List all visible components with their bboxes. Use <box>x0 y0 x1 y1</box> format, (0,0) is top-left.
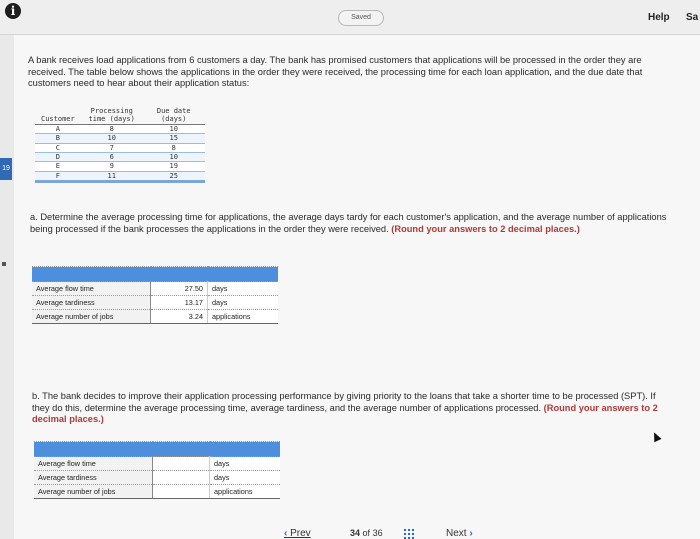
cell-due: 15 <box>143 134 205 143</box>
average-jobs-input-b[interactable] <box>153 485 210 499</box>
answer-unit: applications <box>208 310 279 324</box>
answer-label: Average flow time <box>34 457 153 471</box>
cell-processing: 11 <box>81 171 143 181</box>
part-a-instruction: (Round your answers to 2 decimal places.) <box>391 223 580 234</box>
answer-label: Average tardiness <box>32 296 151 310</box>
cell-customer: C <box>35 143 81 152</box>
save-exit-button[interactable]: Sa <box>686 12 699 23</box>
applications-table <box>35 107 205 183</box>
answer-unit: days <box>210 457 281 471</box>
answer-unit: days <box>210 471 281 485</box>
table-row <box>35 124 205 133</box>
answer-row <box>34 471 280 485</box>
cell-due: 10 <box>143 124 205 133</box>
cell-processing: 10 <box>81 134 143 143</box>
top-bar <box>0 0 700 35</box>
cell-customer: A <box>35 124 81 133</box>
cell-due: 25 <box>143 171 205 181</box>
answer-row <box>34 485 280 499</box>
cell-customer: E <box>35 162 81 171</box>
page-indicator <box>350 528 383 538</box>
next-button[interactable] <box>446 528 473 539</box>
average-tardiness-input-b[interactable] <box>153 471 210 485</box>
info-icon[interactable]: i <box>5 3 21 19</box>
header-processing-unit: time (days) <box>81 115 143 124</box>
answer-row <box>32 310 278 324</box>
answer-unit: applications <box>210 485 281 499</box>
answer-unit: days <box>208 296 279 310</box>
table-row <box>35 153 205 162</box>
cell-processing: 9 <box>81 162 143 171</box>
question-side-tab[interactable]: 19 <box>0 158 12 180</box>
answer-label: Average number of jobs <box>34 485 153 499</box>
side-marker <box>2 262 6 266</box>
answer-row <box>32 296 278 310</box>
page-total: 36 <box>372 528 383 538</box>
answer-label: Average tardiness <box>34 471 153 485</box>
cell-processing: 7 <box>81 143 143 152</box>
answer-table-header <box>34 442 280 457</box>
answer-row <box>34 457 280 471</box>
cell-processing: 6 <box>81 153 143 162</box>
part-a-text: a. Determine the average processing time for applications, the average days tardy for each customer's application, and the average number of applications being processed if the bank processes the applications in the order they were received. <box>30 212 667 234</box>
cell-due: 19 <box>143 162 205 171</box>
page-of: of <box>362 528 371 538</box>
prev-button[interactable] <box>284 528 311 539</box>
prev-label: Prev <box>290 528 311 539</box>
answer-table-header <box>32 267 278 282</box>
question-panel <box>14 35 700 539</box>
header-due-date: Due date <box>156 107 191 115</box>
table-row <box>35 143 205 152</box>
header-due-unit: (days) <box>143 115 205 124</box>
page-current: 34 <box>350 528 361 538</box>
answer-row <box>32 282 278 296</box>
answer-label: Average flow time <box>32 282 151 296</box>
answer-label: Average number of jobs <box>32 310 151 324</box>
help-button[interactable]: Help <box>648 12 670 23</box>
part-b-answer-table <box>34 441 280 499</box>
part-a-prompt <box>30 212 675 235</box>
cell-due: 8 <box>143 143 205 152</box>
cell-due: 10 <box>143 153 205 162</box>
part-a-answer-table <box>32 266 278 324</box>
average-flow-time-input-a[interactable]: 27.50 <box>151 282 208 296</box>
header-customer: Customer <box>35 115 81 124</box>
part-b-text: b. The bank decides to improve their application processing performance by giving priority to the loans that take a shorter time to be processed (SPT). If they do this, determine the average processing time, average tardiness, and the average number of applications processed. <box>32 391 656 413</box>
average-jobs-input-a[interactable]: 3.24 <box>151 310 208 324</box>
average-flow-time-input-b[interactable] <box>153 457 210 471</box>
part-b-prompt <box>32 391 672 426</box>
table-row <box>35 162 205 171</box>
table-row <box>35 134 205 143</box>
question-intro: A bank receives load applications from 6 customers a day. The bank has promised customers that applications will be processed in the order they are received. The table below shows the applications in the order they were received, the processing time for each loan application, and the due date that customers need to hear about their application status: <box>28 55 643 88</box>
cell-customer: D <box>35 153 81 162</box>
cell-processing: 8 <box>81 124 143 133</box>
saved-status-badge: Saved <box>338 10 384 26</box>
cell-customer: F <box>35 171 81 181</box>
grid-view-icon[interactable] <box>403 528 415 539</box>
answer-unit: days <box>208 282 279 296</box>
next-label: Next <box>446 528 467 539</box>
table-row <box>35 171 205 181</box>
header-processing: Processing <box>90 107 133 115</box>
part-b-instruction: (Round your answers to 2 decimal places.) <box>32 402 658 424</box>
average-tardiness-input-a[interactable]: 13.17 <box>151 296 208 310</box>
chevron-left-icon: ‹ <box>284 528 288 539</box>
cell-customer: B <box>35 134 81 143</box>
chevron-right-icon: › <box>469 528 473 539</box>
